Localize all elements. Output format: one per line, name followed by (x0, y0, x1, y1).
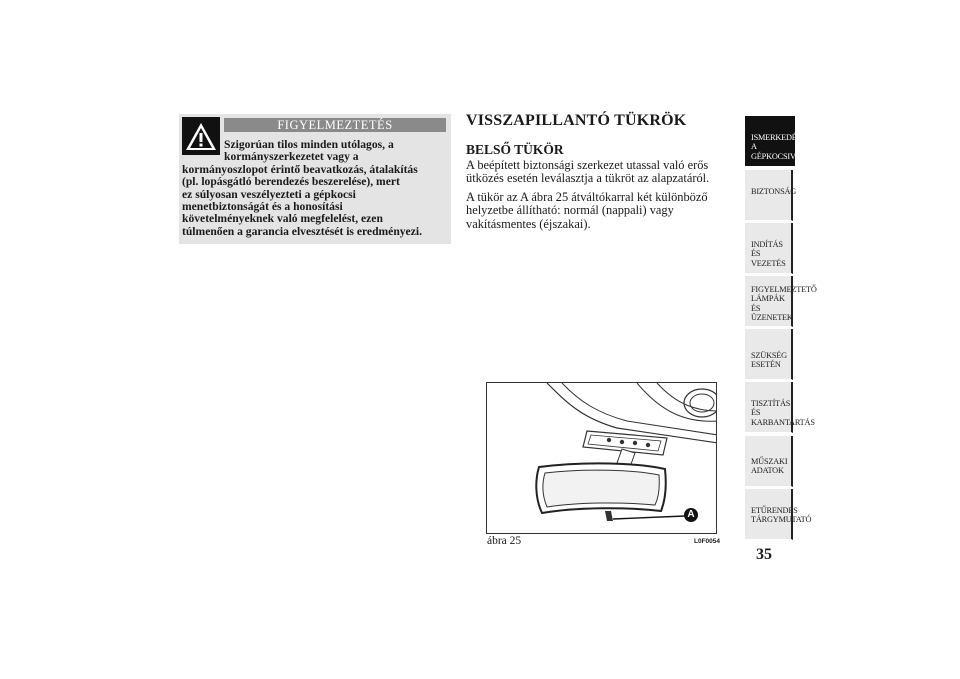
tab-tisztitas[interactable]: TISZTÍTÁS ÉS KARBANTARTÁS (745, 382, 793, 433)
tab-targymutato[interactable]: ETŰRENDES TÁRGYMUTATÓ (745, 489, 793, 540)
tab-muszaki[interactable]: MŰSZAKI ADATOK (745, 436, 793, 487)
section-title: VISSZAPILLANTÓ TÜKRÖK (466, 112, 687, 129)
page-number: 35 (756, 546, 772, 563)
figure-caption: ábra 25 (487, 535, 522, 547)
paragraph-1: A beépített biztonsági szerkezet utassal való erős ütközés esetén leválasztja a tükröt az alapzatáról. (466, 158, 710, 186)
warning-title: FIGYELMEZTETÉS (224, 118, 446, 132)
tab-figyelmezteto[interactable]: FIGYELMEZTETŐ LÁMPÁK ÉS ÜZENETEK (745, 276, 793, 327)
warning-text: Szigorúan tilos minden utólagos, a kormányszerkezetet vagy a kormányoszlopot érintő beavatkozás, átalakítás (pl. lopásgátló berendezés beszerelése), mert ez súlyosan veszélyezteti a gépkocsi menetbiztonságát és a honosítási követelményeknek való megfelelést, ezen túlmenően a garancia elvesztését is eredményezi. (182, 138, 422, 238)
tab-biztonsag[interactable]: BIZTONSÁG (745, 170, 793, 221)
mirror-illustration (486, 382, 717, 534)
tab-inditas[interactable]: INDÍTÁS ÉS VEZETÉS (745, 223, 793, 274)
tab-ismerkedes[interactable]: ISMERKEDÉS A GÉPKOCSIVAL (745, 116, 795, 167)
paragraph-2: A tükör az A ábra 25 átváltókarral két különböző helyzetbe állítható: normál (nappali) vagy vakításmentes (éjszakai). (466, 190, 708, 231)
tab-szukseg[interactable]: SZÜKSÉG ESETÉN (745, 329, 793, 380)
figure-code: L0F0054 (694, 538, 721, 545)
callout-a-icon: A (684, 508, 698, 522)
section-subtitle: BELSŐ TÜKÖR (466, 142, 564, 157)
